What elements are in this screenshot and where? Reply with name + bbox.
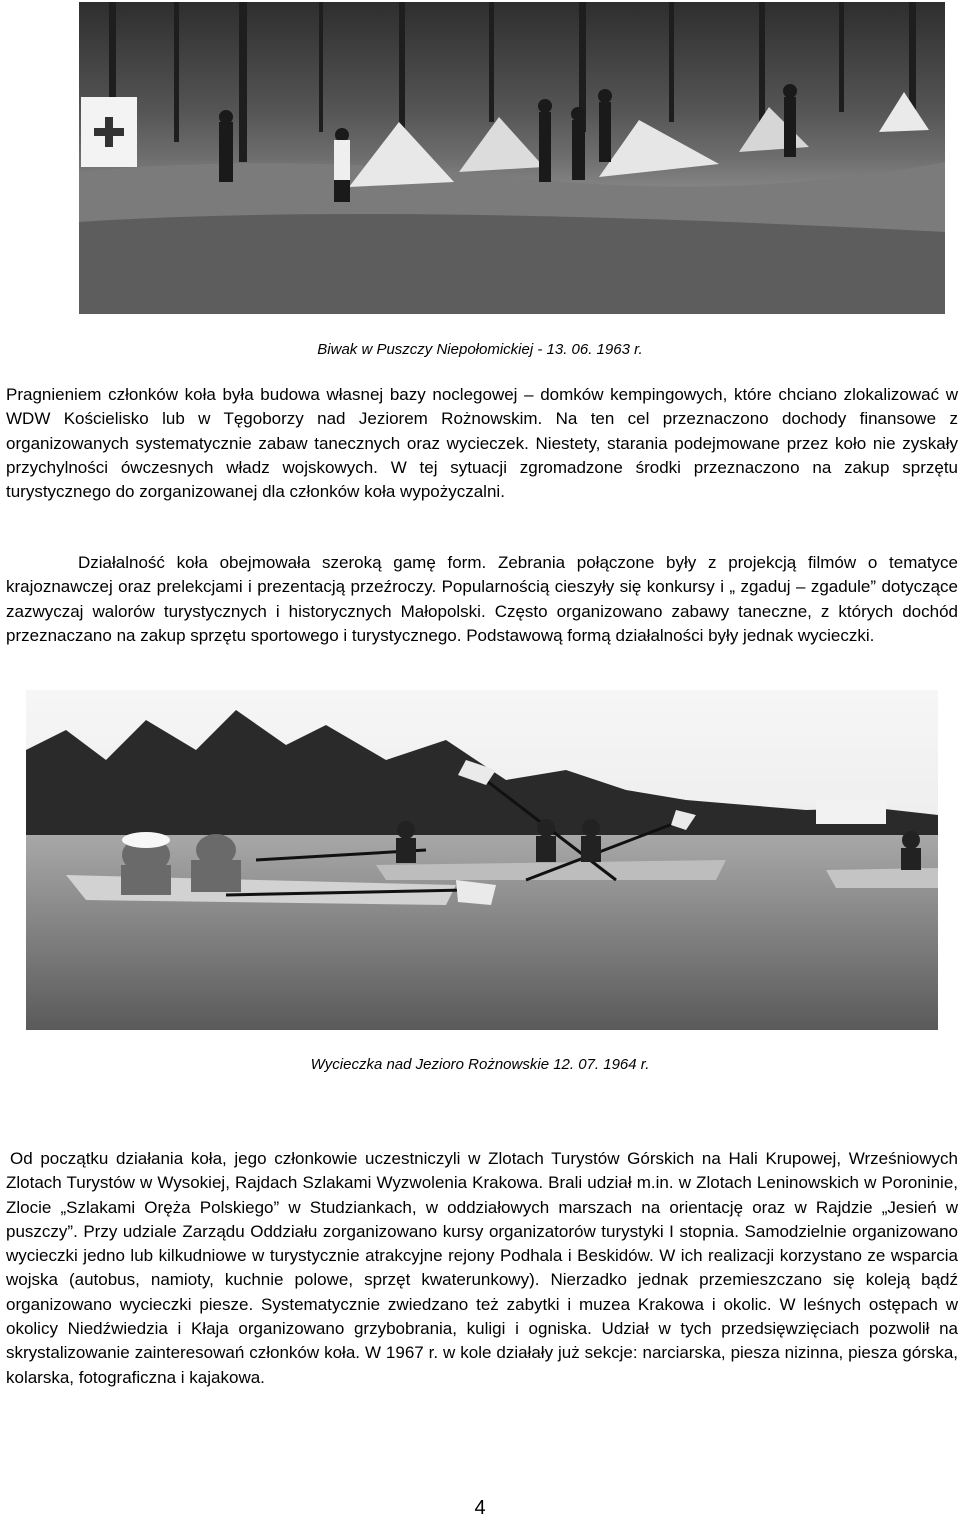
paragraph: Działalność koła obejmowała szeroką gamę form. Zebrania połączone były z projekcją filmów o tematyce krajoznawczej oraz prelekcjami i prezentacją przeźroczy. Popularnością cieszyły się konkursy i „ zgaduj – zgadule” dotyczące zazwyczaj walorów turystycznych i historycznych Małopolski. Często organizowano zabawy taneczne, z których dochód przeznaczano na zakup sprzętu sportowego i turystycznego. Podstawową formą działalności były jednak wycieczki. bbox=[6, 553, 958, 645]
photo-caption: Biwak w Puszczy Niepołomickiej - 13. 06. 1963 r. bbox=[317, 341, 643, 358]
camp-photo bbox=[79, 2, 945, 314]
page-number: 4 bbox=[474, 1497, 486, 1519]
kayak-photo bbox=[26, 690, 938, 1030]
paragraph: Pragnieniem członków koła była budowa własnej bazy noclegowej – domków kempingowych, które chciano zlokalizować w WDW Kościelisko lub w Tęgoborzy nad Jeziorem Rożnowskim. Na ten cel przeznaczono dochody finansowe z organizowanych systematycznie zabaw tanecznych oraz wycieczek. Niestety, starania podejmowane przez koło nie zyskały przychylności ówczesnych władz wojskowych. W tej sytuacji zgromadzone środki przeznaczono na zakup sprzętu turystycznego do zorganizowanej dla członków koła wypożyczalni. bbox=[6, 385, 958, 502]
paragraph: Od początku działania koła, jego członkowie uczestniczyli w Zlotach Turystów Górskich na Hali Krupowej, Wrześniowych Zlotach Turystów w Wysokiej, Rajdach Szlakami Wyzwolenia Krakowa. Brali udział m.in. w Zlotach Leninowskich w Poroninie, Zlocie „Szlakami Oręża Polskiego” w Studziankach, w oddziałowych marszach na orientację oraz w Rajdzie „Jesień w puszczy”. Przy udziale Zarządu Oddziału zorganizowano kursy organizatorów turystyki I stopnia. Samodzielnie organizowano wycieczki jedno lub kilkudniowe w turystycznie atrakcyjne rejony Podhala i Beskidów. W ich realizacji korzystano ze wsparcia wojska (autobus, namioty, kuchnie polowe, sprzęt kwaterunkowy). Nierzadko jednak przemieszczano się koleją bądź organizowano wycieczki piesze. Systematycznie zwiedzano też zabytki i muzea Krakowa i okolic. W leśnych ostępach w okolicy Niedźwiedzia i Kłaja organizowano grzybobrania, kuligi i ogniska. Udział w tych przedsięwzięciach pozwolił na skrystalizowanie zainteresowań członków koła. W 1967 r. w kole działały już sekcje: narciarska, piesza nizinna, piesza górska, kolarska, fotograficzna i kajakowa. bbox=[6, 1149, 958, 1387]
photo-caption: Wycieczka nad Jezioro Rożnowskie 12. 07. 1964 r. bbox=[310, 1056, 650, 1073]
